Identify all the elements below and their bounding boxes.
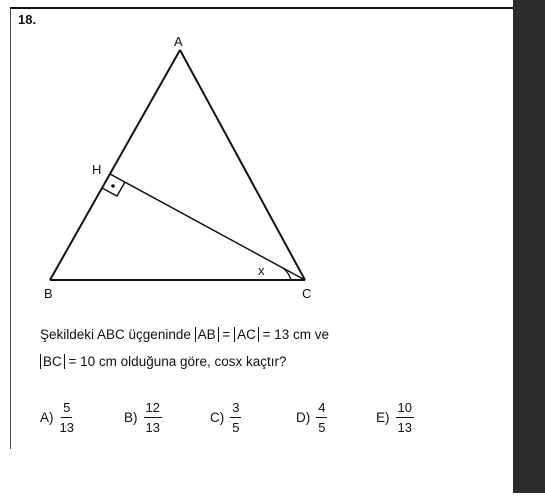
choice-d[interactable] [296,400,327,435]
angle-x-label: x [258,263,265,278]
question-number: 18. [18,12,37,27]
choice-e[interactable] [376,400,414,435]
denominator: 5 [232,420,240,435]
choice-fraction [144,400,162,435]
choice-b[interactable] [124,400,162,435]
numerator: 4 [316,400,327,418]
numerator: 5 [61,400,72,418]
numerator: 3 [230,400,241,418]
denominator: 13 [397,420,412,435]
choice-a[interactable] [40,400,74,435]
choice-letter: C) [210,410,225,425]
right-angle-dot [111,184,115,188]
equals-sign: = [222,327,231,342]
choice-letter: B) [124,410,138,425]
choice-letter: E) [376,410,390,425]
abs-ab: AB [195,327,219,342]
side-ab [50,50,180,280]
denominator: 5 [318,420,326,435]
vertex-b-label: B [44,286,53,301]
right-angle-marker [102,182,125,196]
answer-choices [40,400,490,440]
statement-text: Şekildeki ABC üçgeninde [40,327,191,342]
vertex-a-label: A [174,34,183,49]
statement-question: = 10 cm olduğuna göre, cosx kaçtır? [68,354,287,369]
abs-bc: BC [40,354,65,369]
choice-fraction [316,400,327,435]
choice-fraction [396,400,414,435]
numerator: 12 [144,400,162,418]
statement-value: = 13 cm ve [262,327,329,342]
denominator: 13 [145,420,160,435]
choice-fraction [60,400,74,435]
abs-ac: AC [234,327,259,342]
numerator: 10 [396,400,414,418]
statement-line-1 [40,327,329,342]
choice-c[interactable] [210,400,241,435]
choice-letter: A) [40,410,54,425]
point-h-label: H [92,162,102,177]
denominator: 13 [59,420,74,435]
choice-letter: D) [296,410,311,425]
choice-fraction [230,400,241,435]
statement-line-2 [40,354,287,369]
vertex-c-label: C [302,286,312,301]
